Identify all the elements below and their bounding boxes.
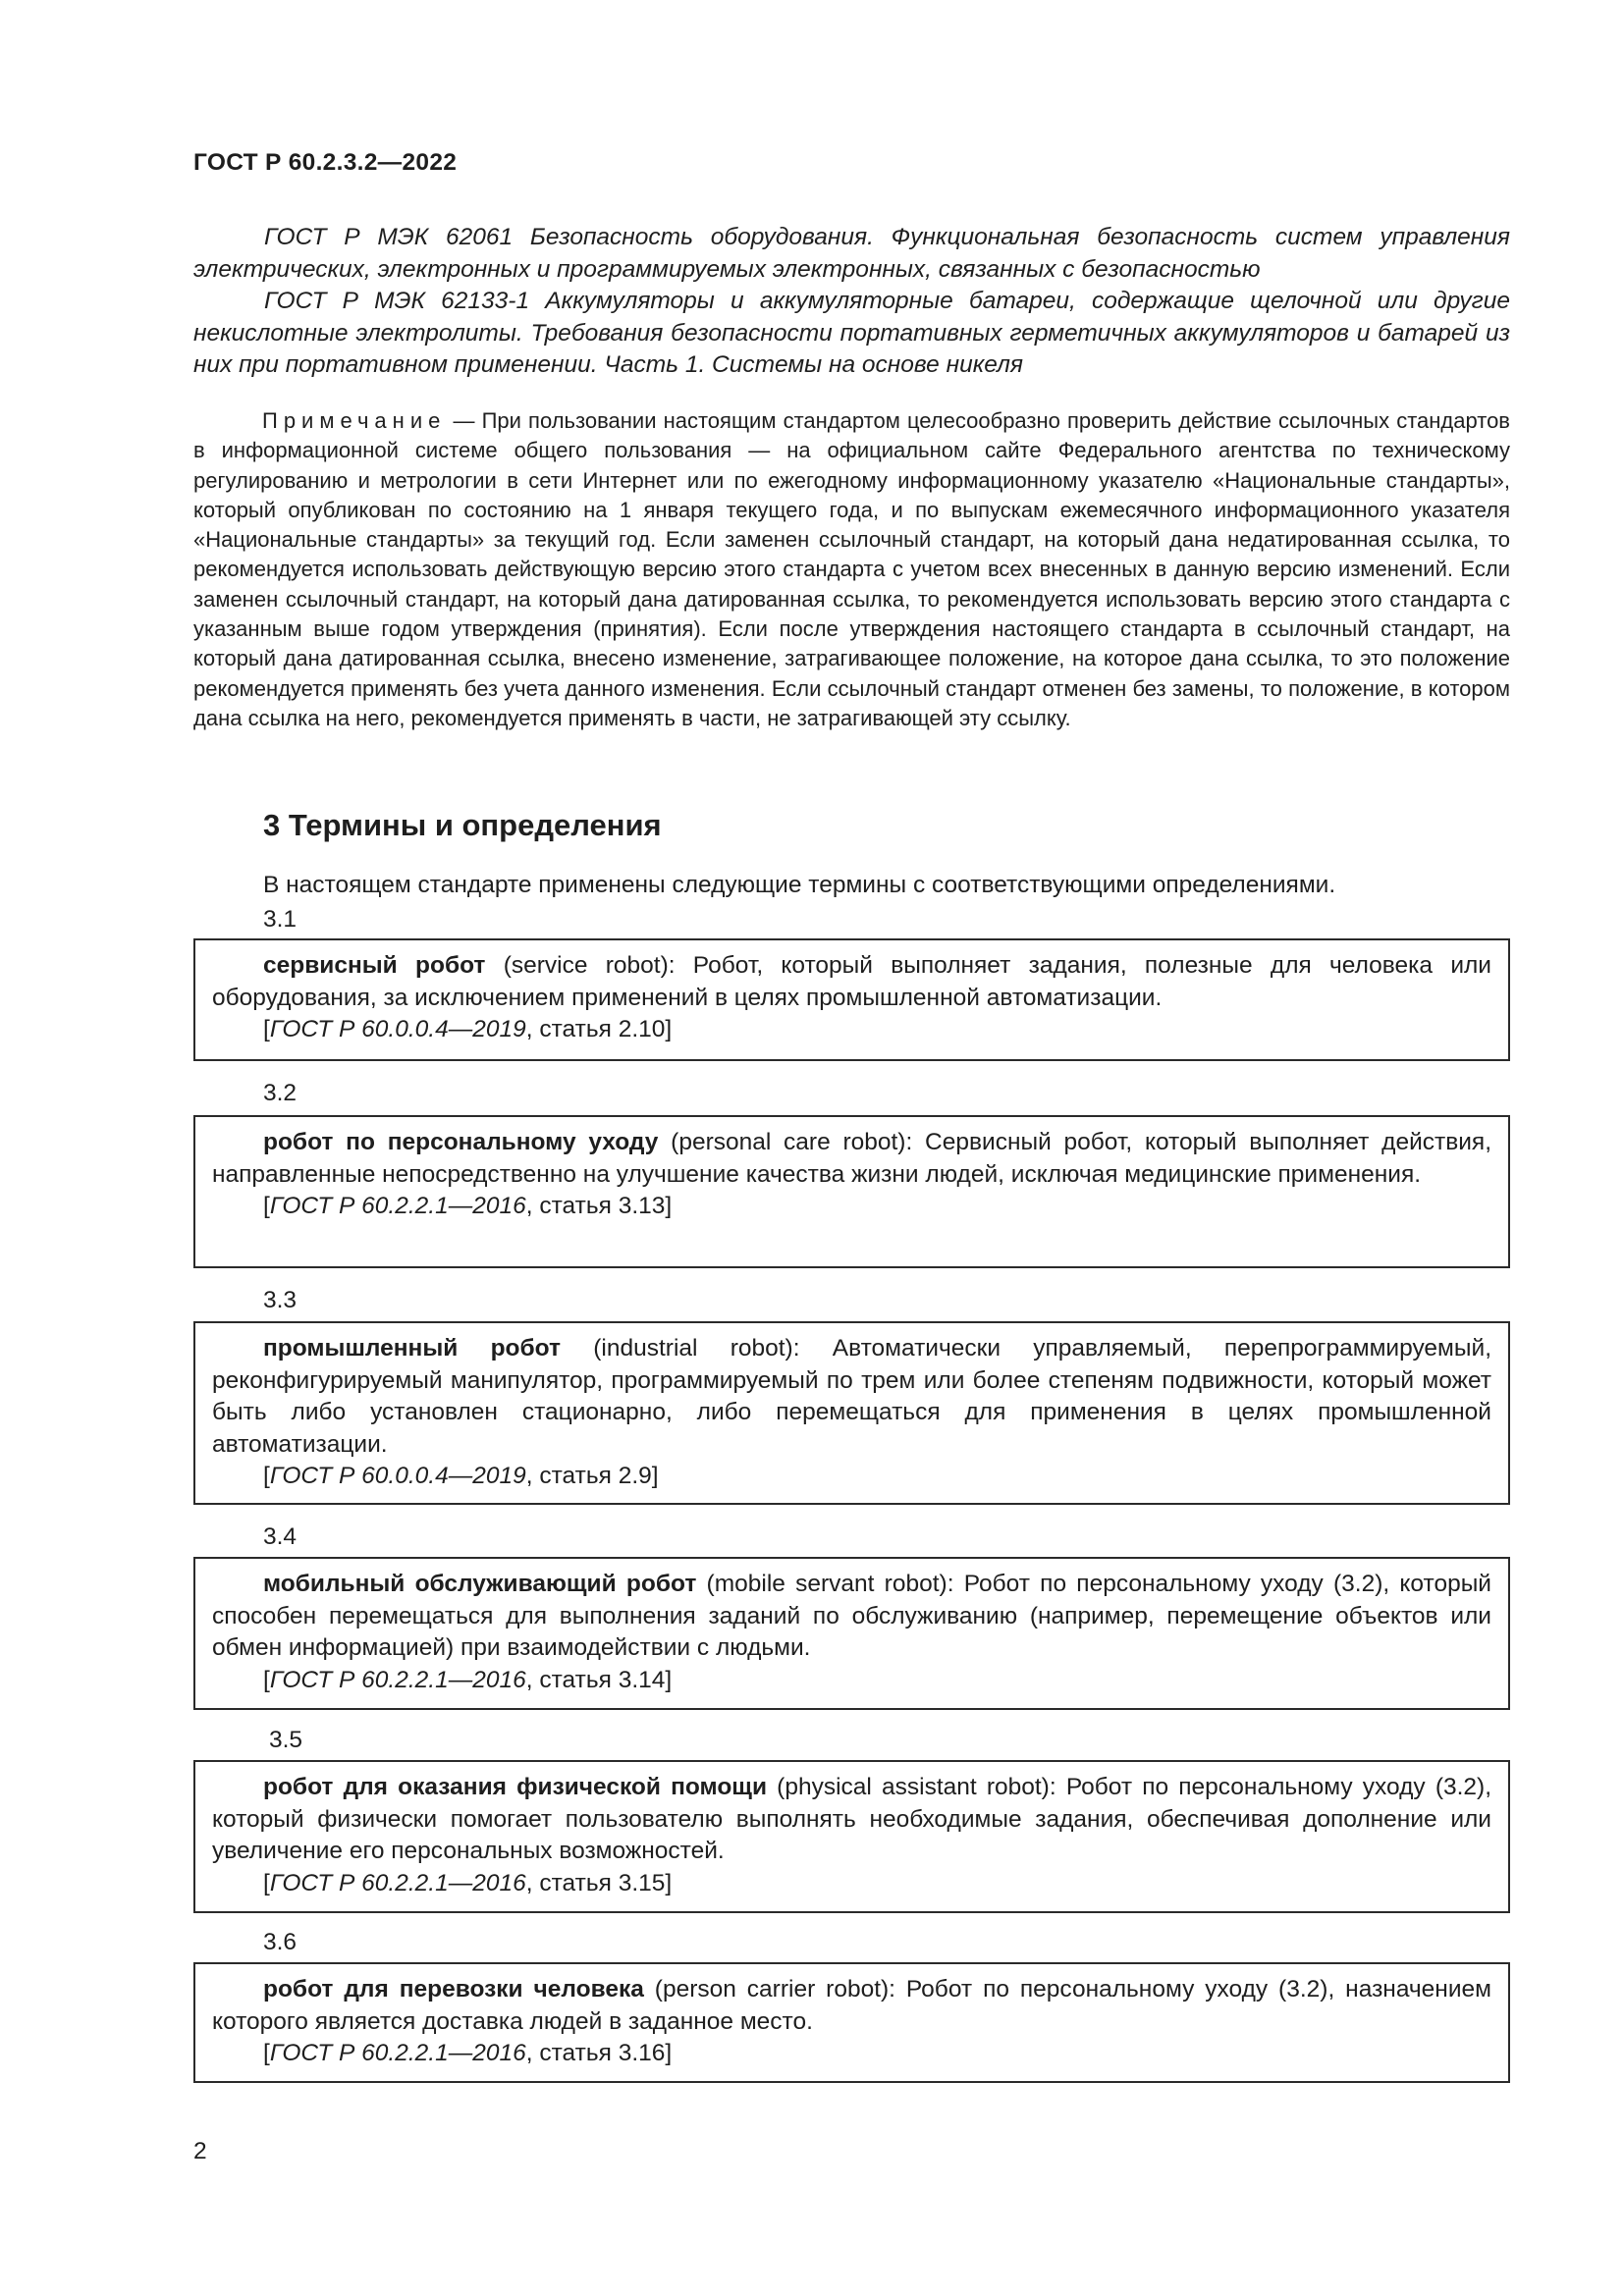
term-definition-box xyxy=(193,1962,1510,2083)
term-source-ref: [ГОСТ Р 60.2.2.1—2016, статья 3.15] xyxy=(263,1869,673,1896)
term-source-ref: [ГОСТ Р 60.2.2.1—2016, статья 3.13] xyxy=(263,1193,673,1220)
term-definition xyxy=(212,1127,1491,1191)
term-text: : Робот по персональному уходу (3.2), который физически помогает пользователю выполнять необходимые задания, обеспечивая дополнение или увеличение его персональных возможностей. xyxy=(212,1774,1492,1865)
term-source-ref: [ГОСТ Р 60.0.0.4—2019, статья 2.10] xyxy=(263,1016,673,1043)
term-english: (service robot) xyxy=(485,952,669,979)
term-english: (personal care robot) xyxy=(658,1129,906,1155)
term-definition-box xyxy=(193,1557,1510,1710)
term-definition xyxy=(212,1569,1491,1665)
ref-article: , статья 2.9 xyxy=(525,1463,652,1490)
term-definition xyxy=(212,1772,1491,1868)
ref-standard: ГОСТ Р 60.2.2.1—2016 xyxy=(269,1869,526,1896)
ref-article: , статья 3.15 xyxy=(525,1869,666,1896)
term-name: мобильный обслуживающий робот xyxy=(263,1571,697,1597)
term-english: (person carrier robot) xyxy=(643,1976,890,2002)
ref-standard: ГОСТ Р 60.0.0.4—2019 xyxy=(269,1016,526,1043)
note-label: Примечание xyxy=(262,408,447,433)
term-number: 3.4 xyxy=(263,1523,298,1550)
term-definition xyxy=(212,1974,1491,2038)
term-text: : Автоматически управляемый, перепрограммируемый, реконфигурируемый манипулятор, программируемый по трем или более степеням подвижности, который может быть либо установлен стационарно, либо перемещаться для применения в целях промышленной автоматизации. xyxy=(212,1335,1491,1458)
ref-article: , статья 3.16 xyxy=(525,2040,666,2067)
ref-article: , статья 2.10 xyxy=(525,1016,666,1043)
ref-standard: ГОСТ Р 60.2.2.1—2016 xyxy=(269,1193,526,1220)
term-definition-box xyxy=(193,1760,1510,1913)
term-english: (industrial robot) xyxy=(561,1335,793,1362)
reference-item: ГОСТ Р МЭК 62061 Безопасность оборудования. Функциональная безопасность систем управления электрических, электронных и программируемых электронных, связанных с безопасностью xyxy=(193,224,1510,283)
term-text: : Робот, который выполняет задания, полезные для человека или оборудования, за исключением применений в целях промышленной автоматизации. xyxy=(212,952,1491,1011)
note-text: — При пользовании настоящим стандартом целесообразно проверить действие ссылочных стандартов в информационной системе общего пользования — на официальном сайте Федерального агентства по техническому регулированию и метрологии в сети Интернет или по ежегодному информационному указателю «Национальные стандарты», который опубликован по состоянию на 1 января текущего года, и по выпускам ежемесячного информационного указателя «Национальные стандарты» за текущий год. Если заменен ссылочный стандарт, на который дана недатированная ссылка, то рекомендуется использовать действующую версию этого стандарта с учетом всех внесенных в данную версию изменений. Если заменен ссылочный стандарт, на который дана датированная ссылка, то рекомендуется использовать версию этого стандарта с указанным выше годом утверждения (принятия). Если после утверждения настоящего стандарта в ссылочный стандарт, на который дана датированная ссылка, внесено изменение, затрагивающее положение, на которое дана ссылка, то это положение рекомендуется применять без учета данного изменения. Если ссылочный стандарт отменен без замены, то положение, в котором дана ссылка на него, рекомендуется применять в части, не затрагивающей эту ссылку. xyxy=(193,408,1510,730)
document-code-header: ГОСТ Р 60.2.3.2—2022 xyxy=(193,149,458,176)
ref-standard: ГОСТ Р 60.2.2.1—2016 xyxy=(269,2040,526,2067)
term-name: сервисный робот xyxy=(263,952,486,979)
page-number: 2 xyxy=(193,2138,207,2164)
ref-article: , статья 3.13 xyxy=(525,1193,666,1220)
term-text: : Робот по персональному уходу (3.2), назначением которого является доставка людей в заданное место. xyxy=(212,1976,1491,2035)
term-english: (mobile servant robot) xyxy=(696,1571,947,1597)
term-name: робот для оказания физической помощи xyxy=(263,1774,768,1800)
section-intro: В настоящем стандарте применены следующие термины с соответствующими определениями. xyxy=(263,872,1336,898)
ref-standard: ГОСТ Р 60.0.0.4—2019 xyxy=(269,1463,526,1490)
term-number: 3.2 xyxy=(263,1080,298,1106)
ref-standard: ГОСТ Р 60.2.2.1—2016 xyxy=(269,1666,526,1693)
term-definition-box xyxy=(193,1321,1510,1505)
term-name: робот по персональному уходу xyxy=(263,1129,659,1155)
term-english: (physical assistant robot) xyxy=(767,1774,1050,1800)
term-source-ref: [ГОСТ Р 60.2.2.1—2016, статья 3.16] xyxy=(263,2040,673,2067)
term-definition xyxy=(212,950,1491,1014)
term-source-ref: [ГОСТ Р 60.2.2.1—2016, статья 3.14] xyxy=(263,1666,673,1693)
term-name: робот для перевозки человека xyxy=(263,1976,644,2002)
term-definition-box xyxy=(193,1115,1510,1268)
references-note xyxy=(193,406,1510,733)
term-number: 3.1 xyxy=(263,906,298,933)
section-heading: 3 Термины и определения xyxy=(263,808,662,842)
term-text: : Сервисный робот, который выполняет действия, направленные непосредственно на улучшение качества жизни людей, исключая медицинские применения. xyxy=(212,1129,1491,1188)
term-source-ref: [ГОСТ Р 60.0.0.4—2019, статья 2.9] xyxy=(263,1463,659,1490)
ref-article: , статья 3.14 xyxy=(525,1666,666,1693)
term-definition xyxy=(212,1333,1491,1461)
term-name: промышленный робот xyxy=(263,1335,561,1362)
term-text: : Робот по персональному уходу (3.2), который способен перемещаться для выполнения заданий по обслуживанию (например, перемещение объектов или обмен информацией) при взаимодействии с людьми. xyxy=(212,1571,1491,1662)
term-number: 3.3 xyxy=(263,1287,298,1313)
term-number: 3.5 xyxy=(269,1727,303,1753)
term-definition-box xyxy=(193,938,1510,1061)
reference-item: ГОСТ Р МЭК 62133-1 Аккумуляторы и аккумуляторные батареи, содержащие щелочной или другие некислотные электролиты. Требования безопасности портативных герметичных аккумуляторов и батарей из них при портативном применении. Часть 1. Системы на основе никеля xyxy=(193,288,1510,379)
term-number: 3.6 xyxy=(263,1929,298,1955)
normative-references-list xyxy=(193,222,1510,382)
